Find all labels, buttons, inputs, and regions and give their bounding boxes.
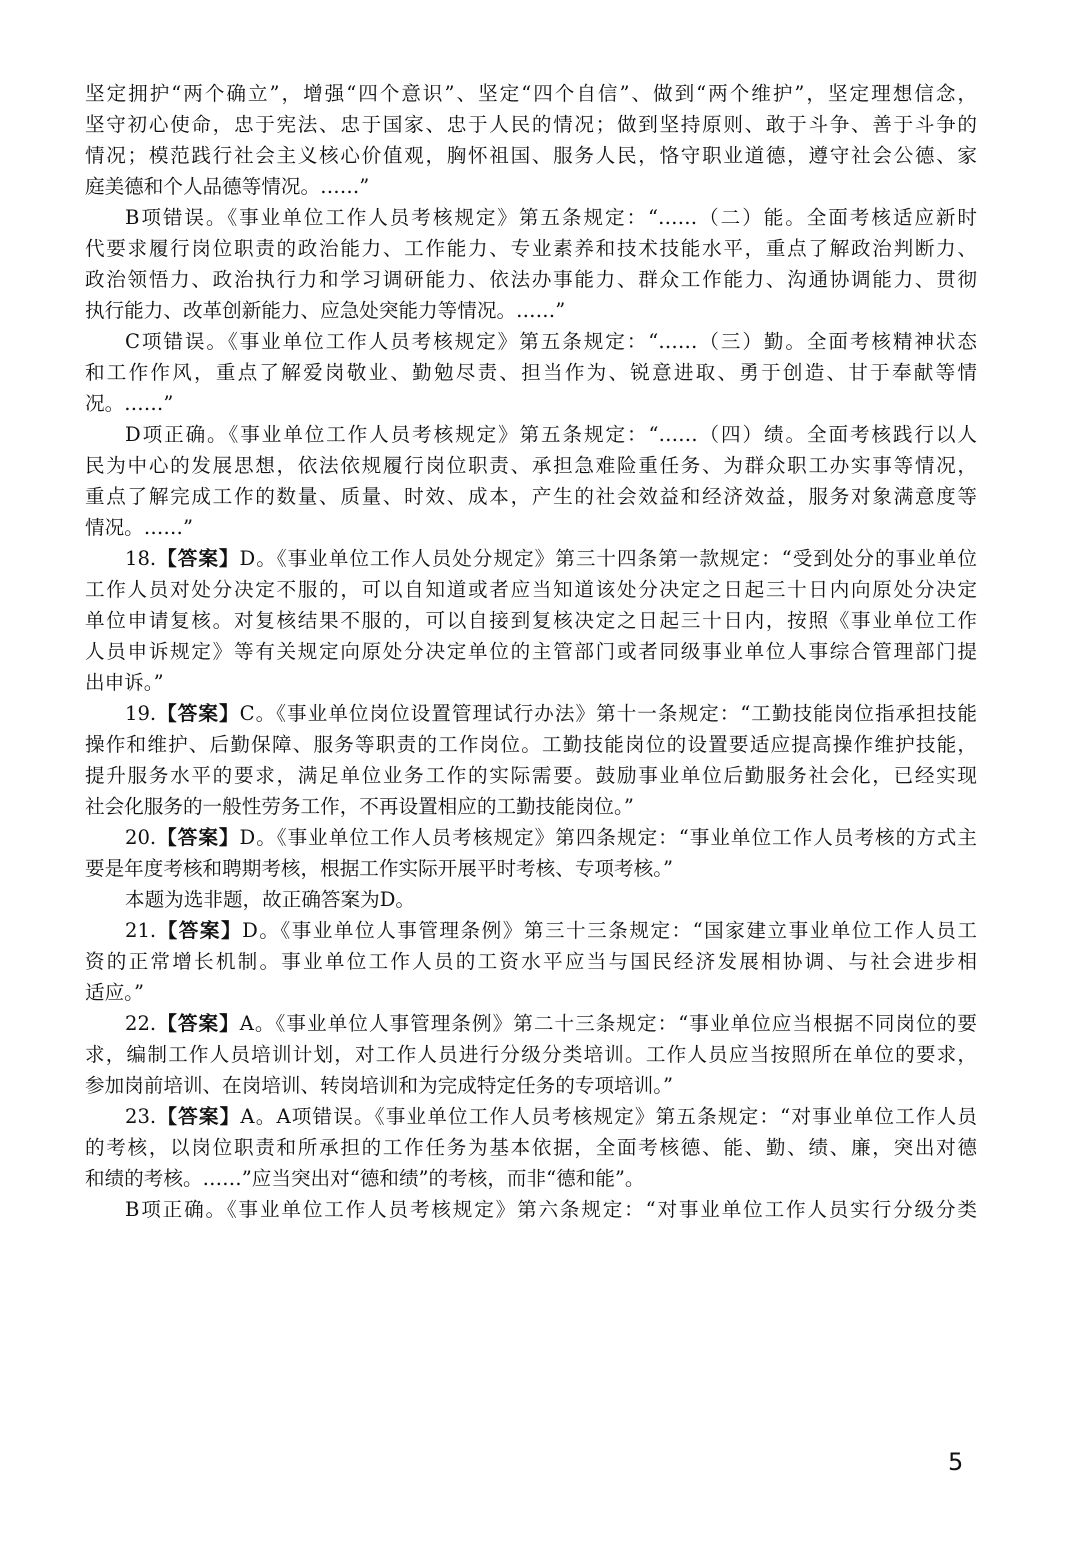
answer-text: A。《事业单位人事管理条例》第二十三条规定：“事业单位应当根据不同岗位的要 <box>239 1012 978 1035</box>
text-line <box>85 1101 977 1132</box>
answer-tag: 【答案】 <box>156 826 240 849</box>
text-line: 要是年度考核和聘期考核，根据工作实际开展平时考核、专项考核。” <box>85 857 674 880</box>
question-number: 20. <box>125 826 157 849</box>
text-line: 和工作作风，重点了解爱岗敬业、勤勉尽责、担当作为、锐意进取、勇于创造、甘于奉献等情 <box>85 361 977 384</box>
answer-tag: 【答案】 <box>156 1105 241 1128</box>
answer-text: D。《事业单位工作人员考核规定》第四条规定：“事业单位工作人员考核的方式主 <box>239 826 977 849</box>
text-line: 情况；模范践行社会主义核心价值观，胸怀祖国、服务人民，恪守职业道德，遵守社会公德、家 <box>85 144 977 167</box>
text-line: 坚守初心使命，忠于宪法、忠于国家、忠于人民的情况；做到坚持原则、敢于斗争、善于斗争的 <box>85 113 977 136</box>
text-line: 适应。” <box>85 981 144 1004</box>
text-line: 工作人员对处分决定不服的，可以自知道或者应当知道该处分决定之日起三十日内向原处分决定 <box>85 578 977 601</box>
text-line: 民为中心的发展思想，依法依规履行岗位职责、承担急难险重任务、为群众职工办实事等情况， <box>85 454 977 477</box>
answer-22 <box>85 1008 977 1101</box>
question-number: 23. <box>125 1105 157 1128</box>
answer-tag: 【答案】 <box>156 1012 240 1035</box>
text-line: 坚定拥护“两个确立”，增强“四个意识”、坚定“四个自信”、做到“两个维护”，坚定理想信念， <box>85 82 977 105</box>
text-line: 操作和维护、后勤保障、服务等职责的工作岗位。工勤技能岗位的设置要适应提高操作维护技能， <box>85 733 977 756</box>
text-line <box>85 1008 977 1039</box>
answer-tag: 【答案】 <box>156 702 240 725</box>
text-line: 资的正常增长机制。事业单位工作人员的工资水平应当与国民经济发展相协调、与社会进步相 <box>85 950 977 973</box>
text-line: 执行能力、改革创新能力、应急处突能力等情况。……” <box>85 299 566 322</box>
text-line: 社会化服务的一般性劳务工作，不再设置相应的工勤技能岗位。” <box>85 795 634 818</box>
answer-23-option-b <box>85 1194 977 1225</box>
answer-tag: 【答案】 <box>156 547 240 570</box>
text-line: 政治领悟力、政治执行力和学习调研能力、依法办事能力、群众工作能力、沟通协调能力、贯彻 <box>85 268 977 291</box>
text-line: 人员申诉规定》等有关规定向原处分决定单位的主管部门或者同级事业单位人事综合管理部门提 <box>85 640 977 663</box>
text-line: B项正确。《事业单位工作人员考核规定》第六条规定：“对事业单位工作人员实行分级分类 <box>125 1198 977 1221</box>
answer-18 <box>85 543 977 698</box>
text-line <box>85 543 977 574</box>
text-line: 情况。……” <box>85 516 193 539</box>
text-line: 庭美德和个人品德等情况。……” <box>85 175 370 198</box>
text-line: 提升服务水平的要求，满足单位业务工作的实际需要。鼓励事业单位后勤服务社会化，已经实现 <box>85 764 977 787</box>
text-line: 况。……” <box>85 392 174 415</box>
answer-20-note <box>85 884 977 915</box>
text-line: D项正确。《事业单位工作人员考核规定》第五条规定：“……（四）绩。全面考核践行以人 <box>125 423 977 446</box>
text-line <box>85 822 977 853</box>
text-line <box>85 698 977 729</box>
page-number: 5 <box>948 1448 964 1476</box>
text-line: 求，编制工作人员培训计划，对工作人员进行分级分类培训。工作人员应当按照所在单位的要求， <box>85 1043 977 1066</box>
question-number: 19. <box>125 702 157 725</box>
answer-21 <box>85 915 977 1008</box>
answer-text: D。《事业单位人事管理条例》第三十三条规定：“国家建立事业单位工作人员工 <box>242 919 977 942</box>
answer-20 <box>85 822 977 884</box>
answer-text: A。A项错误。《事业单位工作人员考核规定》第五条规定：“对事业单位工作人员 <box>240 1105 977 1128</box>
text-line: 单位申请复核。对复核结果不服的，可以自接到复核决定之日起三十日内，按照《事业单位工作 <box>85 609 977 632</box>
document-page <box>85 78 977 1225</box>
answer-23 <box>85 1101 977 1194</box>
answer-19 <box>85 698 977 822</box>
paragraph-option-b <box>85 202 977 326</box>
paragraph-option-d <box>85 419 977 543</box>
answer-tag: 【答案】 <box>156 919 243 942</box>
text-line: B项错误。《事业单位工作人员考核规定》第五条规定：“……（二）能。全面考核适应新时 <box>125 206 977 229</box>
text-line: 的考核，以岗位职责和所承担的工作任务为基本依据，全面考核德、能、勤、绩、廉，突出对德 <box>85 1136 977 1159</box>
text-line: 和绩的考核。……”应当突出对“德和绩”的考核，而非“德和能”。 <box>85 1167 645 1190</box>
question-number: 22. <box>125 1012 157 1035</box>
paragraph-option-c <box>85 326 977 419</box>
text-line: 出申诉。” <box>85 671 164 694</box>
answer-text: D。《事业单位工作人员处分规定》第三十四条第一款规定：“受到处分的事业单位 <box>239 547 977 570</box>
question-number: 21. <box>125 919 157 942</box>
answer-text: C。《事业单位岗位设置管理试行办法》第十一条规定：“工勤技能岗位指承担技能 <box>239 702 977 725</box>
text-line: 参加岗前培训、在岗培训、转岗培训和为完成特定任务的专项培训。” <box>85 1074 674 1097</box>
text-line: 重点了解完成工作的数量、质量、时效、成本，产生的社会效益和经济效益，服务对象满意度等 <box>85 485 977 508</box>
paragraph-continuation-de <box>85 78 977 202</box>
text-line <box>85 915 977 946</box>
question-number: 18. <box>125 547 157 570</box>
text-line: 本题为选非题，故正确答案为D。 <box>125 888 416 911</box>
text-line: C项错误。《事业单位工作人员考核规定》第五条规定：“……（三）勤。全面考核精神状态 <box>125 330 977 353</box>
text-line: 代要求履行岗位职责的政治能力、工作能力、专业素养和技术技能水平，重点了解政治判断力、 <box>85 237 977 260</box>
